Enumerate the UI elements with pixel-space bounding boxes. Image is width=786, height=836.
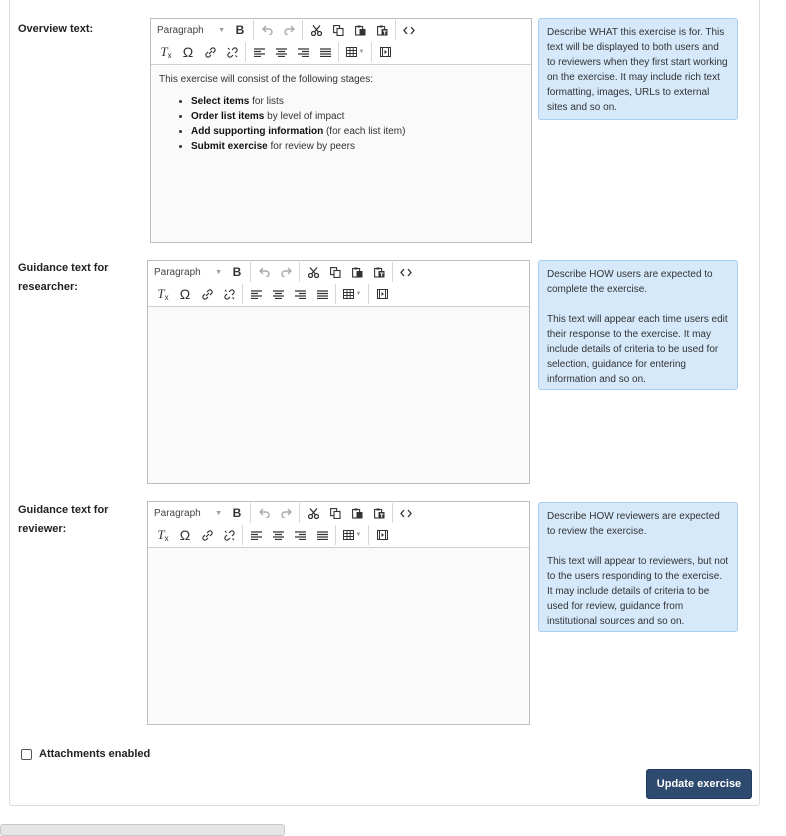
align-left-icon[interactable] xyxy=(245,525,267,545)
redo-icon[interactable] xyxy=(278,20,300,40)
researcher-label-line: researcher: xyxy=(18,281,78,293)
source-code-icon[interactable] xyxy=(395,503,417,523)
attachments-row xyxy=(21,748,150,760)
attachments-label[interactable]: Attachments enabled xyxy=(39,748,151,760)
attachments-checkbox[interactable] xyxy=(21,749,32,760)
reviewer-editor[interactable] xyxy=(147,501,530,725)
help-text: Describe WHAT this exercise is for. This text will be displayed to both users and to reviewers when they first start working on the exercise. It may include rich text formatting, images, URLs to external sites and so on. xyxy=(547,27,728,113)
table-icon[interactable]: ▼ xyxy=(338,525,366,545)
align-center-icon[interactable] xyxy=(267,525,289,545)
overview-help-box xyxy=(538,18,738,120)
link-icon[interactable] xyxy=(199,42,221,62)
reviewer-help-box xyxy=(538,502,738,632)
media-icon[interactable] xyxy=(374,42,396,62)
overview-label xyxy=(18,20,138,39)
link-icon[interactable] xyxy=(196,284,218,304)
align-justify-icon[interactable] xyxy=(311,525,333,545)
paste-text-icon[interactable] xyxy=(371,20,393,40)
paste-icon[interactable] xyxy=(346,503,368,523)
chevron-down-icon: ▼ xyxy=(215,509,222,517)
align-justify-icon[interactable] xyxy=(314,42,336,62)
researcher-help-box xyxy=(538,260,738,390)
reviewer-label-line: Guidance text for xyxy=(18,504,109,516)
media-icon[interactable] xyxy=(371,284,393,304)
bold-icon[interactable]: B xyxy=(232,506,242,520)
horizontal-scrollbar[interactable] xyxy=(0,824,285,836)
content-intro: This exercise will consist of the following stages: xyxy=(159,74,373,85)
format-dropdown-label: Paragraph xyxy=(154,507,201,519)
bold-icon[interactable]: B xyxy=(232,265,242,279)
editor-toolbar xyxy=(148,502,529,548)
chevron-down-icon: ▼ xyxy=(215,268,222,276)
copy-icon[interactable] xyxy=(327,20,349,40)
format-dropdown[interactable] xyxy=(152,262,226,282)
researcher-label-line: Guidance text for xyxy=(18,262,109,274)
unlink-icon[interactable] xyxy=(218,525,240,545)
paste-icon[interactable] xyxy=(346,262,368,282)
align-right-icon[interactable] xyxy=(289,525,311,545)
reviewer-label-line: reviewer: xyxy=(18,523,67,535)
format-dropdown[interactable] xyxy=(152,503,226,523)
omega-icon[interactable]: Ω xyxy=(179,527,191,543)
update-exercise-button[interactable]: Update exercise xyxy=(646,769,752,799)
list-item: • Select items for lists xyxy=(191,94,523,109)
redo-icon[interactable] xyxy=(275,503,297,523)
format-dropdown-label: Paragraph xyxy=(154,266,201,278)
help-text: This text will appear each time users edit their response to the exercise. It may include details of criteria to be used for selection, guidance for entering information and so on. xyxy=(547,314,728,385)
link-icon[interactable] xyxy=(196,525,218,545)
help-text: Describe HOW users are expected to complete the exercise. xyxy=(547,269,713,295)
editor-toolbar xyxy=(148,261,529,307)
list-item: • Add supporting information (for each list item) xyxy=(191,124,523,139)
clear-format-icon[interactable]: T x xyxy=(157,286,169,302)
paste-text-icon[interactable] xyxy=(368,262,390,282)
omega-icon[interactable]: Ω xyxy=(179,286,191,302)
bold-icon[interactable]: B xyxy=(235,23,245,37)
reviewer-content[interactable] xyxy=(148,548,529,732)
align-justify-icon[interactable] xyxy=(311,284,333,304)
undo-icon[interactable] xyxy=(253,262,275,282)
cut-icon[interactable] xyxy=(305,20,327,40)
overview-label-line: Overview text: xyxy=(18,23,94,35)
undo-icon[interactable] xyxy=(253,503,275,523)
media-icon[interactable] xyxy=(371,525,393,545)
researcher-content[interactable] xyxy=(148,307,529,491)
source-code-icon[interactable] xyxy=(395,262,417,282)
paste-icon[interactable] xyxy=(349,20,371,40)
reviewer-label xyxy=(18,501,138,539)
researcher-editor[interactable] xyxy=(147,260,530,484)
list-item: • Order list items by level of impact xyxy=(191,109,523,124)
overview-editor[interactable] xyxy=(150,18,532,243)
cut-icon[interactable] xyxy=(302,503,324,523)
unlink-icon[interactable] xyxy=(221,42,243,62)
format-dropdown[interactable] xyxy=(155,20,229,40)
format-dropdown-label: Paragraph xyxy=(157,24,204,36)
overview-content[interactable] xyxy=(151,65,531,161)
clear-format-icon[interactable]: T x xyxy=(160,44,172,60)
align-left-icon[interactable] xyxy=(245,284,267,304)
editor-toolbar xyxy=(151,19,531,65)
align-right-icon[interactable] xyxy=(292,42,314,62)
list-item: • Submit exercise for review by peers xyxy=(191,139,523,154)
table-icon[interactable]: ▼ xyxy=(338,284,366,304)
unlink-icon[interactable] xyxy=(218,284,240,304)
align-center-icon[interactable] xyxy=(270,42,292,62)
stages-list xyxy=(159,94,523,154)
source-code-icon[interactable] xyxy=(398,20,420,40)
align-right-icon[interactable] xyxy=(289,284,311,304)
table-icon[interactable]: ▼ xyxy=(341,42,369,62)
copy-icon[interactable] xyxy=(324,262,346,282)
redo-icon[interactable] xyxy=(275,262,297,282)
undo-icon[interactable] xyxy=(256,20,278,40)
researcher-label xyxy=(18,259,138,297)
chevron-down-icon: ▼ xyxy=(218,26,225,34)
help-text: This text will appear to reviewers, but not to the users responding to the exercise. It may include details of criteria to be used for review, guidance from institutional sources and so on. xyxy=(547,556,729,627)
align-left-icon[interactable] xyxy=(248,42,270,62)
clear-format-icon[interactable]: T x xyxy=(157,527,169,543)
omega-icon[interactable]: Ω xyxy=(182,44,194,60)
help-text: Describe HOW reviewers are expected to review the exercise. xyxy=(547,511,720,537)
copy-icon[interactable] xyxy=(324,503,346,523)
align-center-icon[interactable] xyxy=(267,284,289,304)
cut-icon[interactable] xyxy=(302,262,324,282)
paste-text-icon[interactable] xyxy=(368,503,390,523)
